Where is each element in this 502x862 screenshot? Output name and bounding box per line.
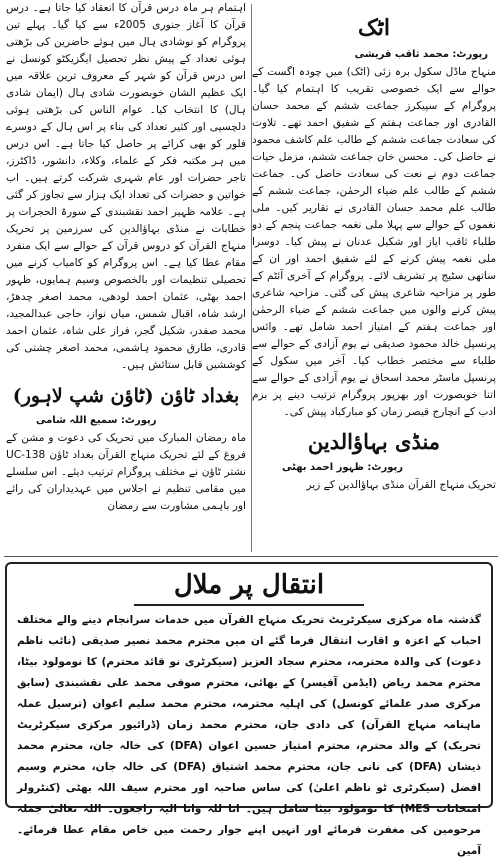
left-column	[6, 0, 246, 555]
obituary-body: گذشتہ ماہ مرکزی سیکرٹریٹ تحریک منہاج القرآن میں خدمات سرانجام دینے والے مختلف احباب کے اعزہ و اقارب انتقال فرما گئے ان میں محترم محمد نصیر صدیقی (نائب ناظم دعوت) کی والدہ محترمہ، محترم سجاد العزیز (سیکرٹری نو قائد محترم) کا نومولود بیٹا، محترم محمد ریاض (ایڈمن آفیسر) کے بھائی، محترم صوفی محمد علی نقشبندی (سابق مرکزی صدر علمائے کونسل) کی اہلیہ محترمہ، محترم محمد سلیم اعوان (ترسیل عملہ ماہنامہ منہاج القرآن) کی دادی جان، محترم محمد زمان (ڈرائیور مرکزی سیکرٹریٹ تحریک) کے والد محترم، محترم امتیاز حسین اعوان (DFA) کی خالہ جان، محترم محمد ذیشان (DFA) کی نانی جان، محترم محمد اشتیاق (DFA) کی خالہ جان، محترم وسیم افضل (سیکرٹری ٹو ناظم اعلیٰ) کی ساس صاحبہ اور محترم سیف اللہ بھٹی (کنٹرولر امتحانات MES) کا نومولود بیٹا شامل ہیں۔ انا للہ وانا الیہ راجعون۔ اللہ تعالیٰ جملہ مرحومین کی مغفرت فرمائے اور انہیں اپنے جوار رحمت میں خاص مقام عطا فرمائے۔ آمین	[17, 614, 481, 857]
baghdad-town-byline: رپورٹ: سمیع اللہ شامی	[36, 415, 157, 426]
baghdad-town-body: ماہ رمضان المبارک میں تحریک کی دعوت و مشن کے فروغ کے لئے تحریک منہاج القرآن بغداد ٹاؤن UC-138 نشتر ٹاؤن نے مختلف پروگرام ترتیب دیئے۔ اس سلسلے میں مقامی تنظیم نے اجلاس میں عہدیداران کی رائے اور باہمی مشاورت سے رمضان	[6, 432, 246, 512]
attock-heading: اٹک	[358, 15, 390, 41]
obituary-title	[17, 566, 481, 606]
column-divider	[251, 4, 252, 552]
attock-byline: رپورٹ: محمد ثاقب قریشی	[354, 49, 488, 60]
mandi-bahauddin-heading: منڈی بہاؤالدین	[307, 429, 441, 454]
right-column	[252, 0, 496, 555]
obituary-box	[5, 562, 493, 857]
section-divider	[4, 556, 498, 557]
mandi-bahauddin-body: تحریک منہاج القرآن منڈی بہاؤالدین کے زیر	[306, 479, 496, 491]
attock-report-body: منہاج ماڈل سکول برہ زئی (اٹک) میں چودہ اگست کے حوالے سے ایک خصوصی تقریب کا اہتمام کیا گیا۔ پروگرام کے سپیکرز جماعت ششم کے محمد حسان القادری اور جماعت ہفتم کے شفیق احمد تھے۔ تلاوت کی سعادت جماعت ششم کے طالب علم کاشف محمود نے حاصل کی۔ محسن خان جماعت ششم، مزمل حیات جماعت دوم نے نعت کی سعادت حاصل کی۔ جماعت ششم کے طالب علم ضیاء الرحمٰن، جماعت ششم کے طالب علم محمد حسان القادری نے تقاریر کیں۔ ملی نغموں کے حوالے سے پہلا ملی نغمہ جماعت پنجم کے دو طلباء ثاقب ایاز اور شکیل عدنان نے پیش کیا۔ دوسرا ملی نغمہ پیش کرنے کے لئے شفیق احمد اور ان کے ساتھی سٹیج پر تشریف لائے۔ پروگرام کے آخری آئٹم کے طور پر مزاحیہ شاعری پیش کی گئی۔ مزاحیہ شاعری پیش کرنے والوں میں جماعت ششم کے ضیاء الرحمٰن اور جماعت ہفتم کے امتیاز احمد شامل تھے۔ وائس پرنسپل خالد محمود صدیقی نے یوم آزادی کے حوالے سے طلباء سے مختصر خطاب کیا۔ آخر میں سکول کے پرنسپل ماسٹر محمد اسحاق نے یوم آزادی کے حوالے سے اتنا خوبصورت اور بھرپور پروگرام ترتیب دینے پر بزم ادب کے انچارج قیصر زمان کو مبارکباد پیش کی۔	[252, 66, 496, 418]
obituary-title-text: انتقال پر ملال	[134, 566, 364, 606]
mandi-bahauddin-byline: رپورٹ: ظہور احمد بھٹی	[282, 462, 404, 473]
baghdad-town-heading: بغداد ٹاؤن (ٹاؤن شپ لاہور)	[12, 385, 240, 407]
dars-quran-continuation: اہتمام ہر ماہ درس قرآن کا انعقاد کیا جاتا ہے۔ درس قرآن کا آغاز جنوری 2005ء سے کیا گیا۔ پہلے تین پروگرام کو نوشادی ہال میں ہوئے حاضرین کی بڑھتی ہوئی تعداد کے پیش نظر تحصیل ایگزیکٹو کونسل نے اس درس قرآن کو شہر کے معروف ترین علاقہ میں ایک عظیم الشان خوبصورت شادی ہال (ایمان شادی ہال) کا انتخاب کیا۔ عوام الناس کی بڑھتی ہوئی دلچسپی اور کثیر تعداد کی بناء پر اس ہال کے دوسرے فلور کو بھی کرائے پر حاصل کیا جاتا ہے۔ اس درس میں ہر مکتبہ فکر کے علماء، وکلاء، دانشور، ڈاکٹرز، تاجر حضرات اور عام شہری شرکت کرتے ہیں۔ اب خواتین و حضرات کی تعداد ایک ہزار سے تجاوز کر گئی ہے۔ علامہ ظہیر احمد نقشبندی کے سورۃ الحجرات پر خطابات نے منڈی بہاؤالدین کی سرزمین پر تحریک منہاج القرآن کو دروس قرآن کے حوالے سے ایک منفرد مقام عطا کیا ہے۔ اس پروگرام کو کامیاب کرنے میں تحصیلی تنظیمات اور بالخصوص وسیم ہمایوں، ظہور احمد بھٹی، عثمان احمد لودھی، محمد اصغر چدھڑ، ارشد شاہ، اقبال شمس، میاں نواز، حاجی عبدالمجید، محمد صفدر، شکیل گجر، فراز علی شاہ، عثمان احمد قادری، طارق محمود ہاشمی، محمد اصغر چشتی کی کوششیں قابل ستائش ہیں۔	[6, 2, 246, 371]
